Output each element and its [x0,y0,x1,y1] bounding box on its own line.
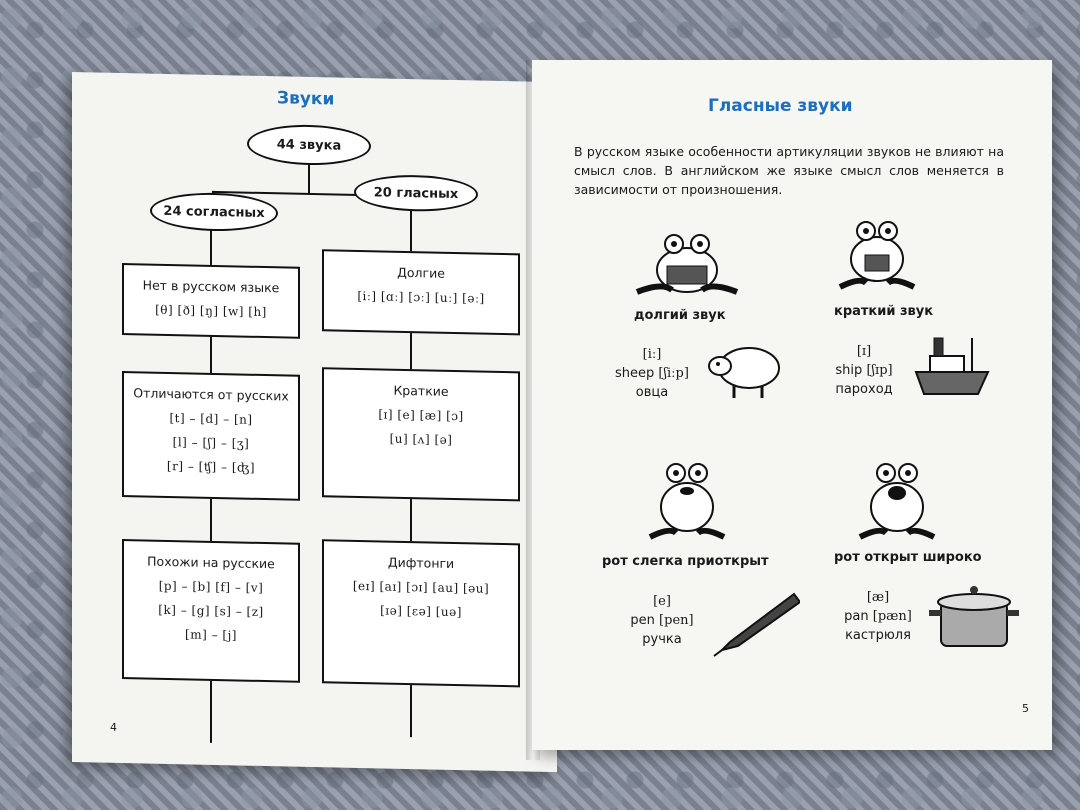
right-page [532,60,1052,750]
translation: кастрюля [845,628,911,643]
pan-icon [927,580,1022,655]
frog-long-icon [632,230,742,300]
page-title: Звуки [277,88,335,110]
intro-text: В русском языке особенности артикуляции звуков не влияют на смысл слов. В английском же языке смысл слов меняется в зависимости от произношения. [574,144,1004,197]
frog-wide-open-icon [852,455,942,545]
vowels-oval: 20 гласных [354,174,478,213]
vowel-ipa: [e] [653,594,671,609]
box-line: [r] – [ʧ] – [ʤ] [166,458,256,475]
page-number: 5 [1022,702,1029,715]
english-word: sheep [615,366,655,381]
frog-half-open-icon [642,455,732,545]
caption-half-open: рот слегка приоткрыт [602,554,769,569]
box-line: [k] – [g] [s] – [z] [158,602,264,620]
page-number: 4 [110,720,117,734]
cons-box-different [122,371,300,501]
translation: пароход [835,382,893,397]
box-line: [eɪ] [aɪ] [ɔɪ] [au] [əu] [352,578,490,596]
item-pen [612,592,712,649]
box-header: Похожи на русские [147,553,275,572]
box-line: [l] – [ʃ] – [ʒ] [172,435,250,451]
vowel-box-short [322,367,520,501]
box-line: [m] – [j] [185,627,237,643]
total-sounds-oval: 44 звука [247,124,371,167]
consonants-oval: 24 согласных [150,192,278,233]
caption-long: долгий звук [634,308,726,323]
caption-short: краткий звук [834,304,934,319]
connector [308,163,310,193]
sheep-icon [704,340,784,400]
box-line: [u] [ʌ] [ə] [389,431,453,447]
box-line: [t] – [d] – [n] [169,411,253,427]
frog-short-icon [832,215,922,295]
box-line: [iː] [ɑː] [ɔː] [uː] [əː] [357,288,485,306]
box-header: Долгие [397,264,445,281]
ship-icon [912,332,992,402]
translation: ручка [642,632,682,647]
item-pan [828,588,928,645]
transcription: [ʃiːp] [658,366,689,381]
box-header: Нет в русском языке [142,277,280,296]
vowel-box-long [322,249,520,335]
english-word: pan [844,609,869,624]
transcription: [pen] [659,613,694,628]
page-title: Гласные звуки [708,96,853,116]
box-line: [p] – [b] [f] – [v] [158,578,264,596]
english-word: ship [835,363,863,378]
box-header: Дифтонги [387,554,455,572]
cons-box-absent [122,263,300,339]
translation: овца [635,385,669,400]
vowel-box-diphthongs [322,539,520,687]
vowel-ipa: [æ] [866,590,890,605]
transcription: [pæn] [872,609,912,624]
transcription: [ʃɪp] [866,363,893,378]
box-line: [θ] [ð] [ŋ] [w] [h] [155,302,267,320]
box-header: Краткие [393,382,449,399]
vowel-ipa: [iː] [642,347,662,362]
box-line: [ɪə] [ɛə] [uə] [380,603,462,620]
caption-wide-open: рот открыт широко [834,550,982,565]
box-header: Отличаются от русских [133,385,289,404]
item-sheep [612,345,692,402]
left-page [72,72,557,772]
english-word: pen [630,613,655,628]
item-ship [824,342,904,399]
pen-icon [710,588,800,658]
cons-box-similar [122,539,300,683]
box-line: [ɪ] [e] [æ] [ɔ] [378,407,464,424]
vowel-ipa: [ɪ] [856,344,872,359]
